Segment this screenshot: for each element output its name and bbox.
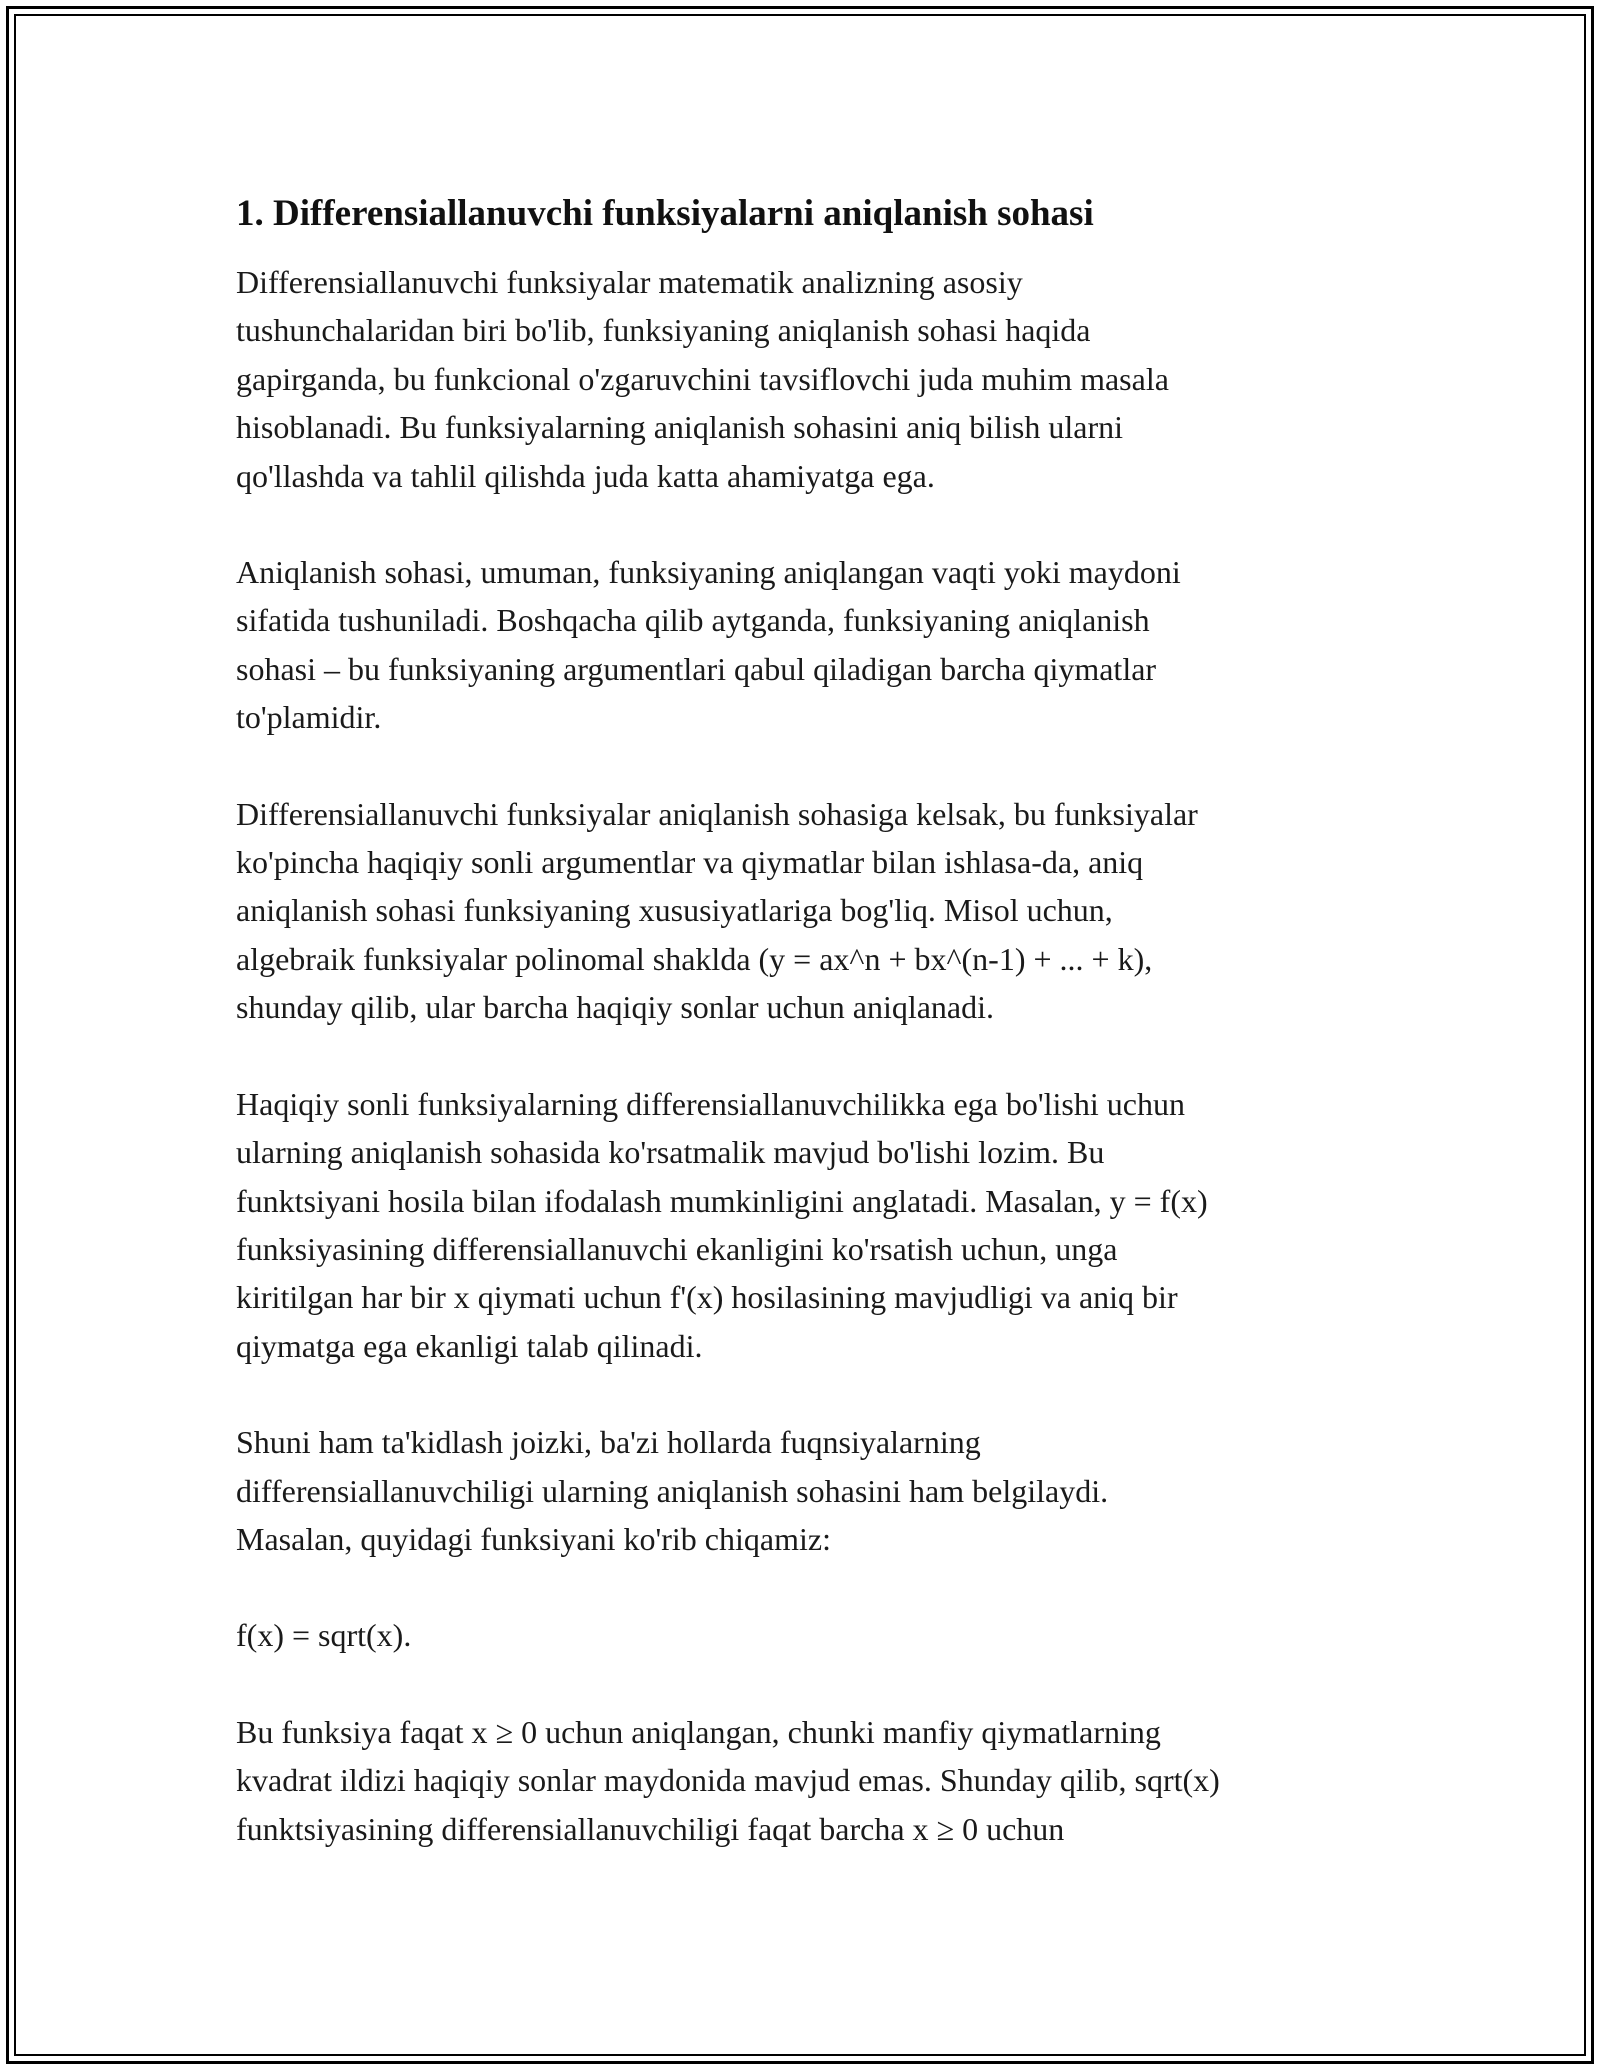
- paragraph-line: aniqlanish sohasi funksiyaning xususiyatlariga bog'liq. Misol uchun,: [236, 892, 1113, 929]
- paragraph-line: gapirganda, bu funkcional o'zgaruvchini tavsiflovchi juda muhim masala: [236, 360, 1169, 397]
- paragraph-line: funktsiyani hosila bilan ifodalash mumkinligini anglatadi. Masalan, y = f(x): [236, 1182, 1208, 1219]
- page-title: 1. Differensiallanuvchi funksiyalarni aniqlanish sohasi: [236, 193, 1094, 234]
- paragraph-line: ko'pincha haqiqiy sonli argumentlar va qiymatlar bilan ishlasa-da, aniq: [236, 844, 1144, 881]
- paragraph: [236, 1080, 1376, 1370]
- paragraph-line: tushunchalaridan biri bo'lib, funksiyaning aniqlanish sohasi haqida: [236, 312, 1091, 349]
- paragraph: [236, 1611, 1376, 1659]
- paragraph-line: Differensiallanuvchi funksiyalar aniqlanish sohasiga kelsak, bu funksiyalar: [236, 795, 1198, 832]
- paragraph-line: Bu funksiya faqat x ≥ 0 uchun aniqlangan, chunki manfiy qiymatlarning: [236, 1713, 1161, 1750]
- paragraph-line: to'plamidir.: [236, 699, 382, 736]
- paragraph-line: sohasi – bu funksiyaning argumentlari qabul qiladigan barcha qiymatlar: [236, 650, 1157, 687]
- paragraph: [236, 790, 1376, 1032]
- paragraph-line: Shuni ham ta'kidlash joizki, ba'zi hollarda fuqnsiyalarning: [236, 1424, 981, 1461]
- paragraph-line: Masalan, quyidagi funksiyani ko'rib chiqamiz:: [236, 1520, 831, 1557]
- paragraph: [236, 1708, 1376, 1853]
- paragraph-line: ularning aniqlanish sohasida ko'rsatmalik mavjud bo'lishi lozim. Bu: [236, 1134, 1105, 1171]
- paragraph: [236, 1418, 1376, 1563]
- paragraph-line: qiymatga ega ekanligi talab qilinadi.: [236, 1327, 703, 1364]
- paragraph-line: Haqiqiy sonli funksiyalarning differensiallanuvchilikka ega bo'lishi uchun: [236, 1085, 1185, 1122]
- paragraph-line: Aniqlanish sohasi, umuman, funksiyaning aniqlangan vaqti yoki maydoni: [236, 554, 1181, 591]
- paragraph-line: hisoblanadi. Bu funksiyalarning aniqlanish sohasini aniq bilish ularni: [236, 409, 1123, 446]
- paragraph-line: differensiallanuvchiligi ularning aniqlanish sohasini ham belgilaydi.: [236, 1472, 1109, 1509]
- paragraph-line: funksiyasining differensiallanuvchi ekanligini ko'rsatish uchun, unga: [236, 1230, 1118, 1267]
- paragraph: [236, 258, 1376, 500]
- document-body: [236, 190, 1376, 1901]
- paragraph-line: kvadrat ildizi haqiqiy sonlar maydonida mavjud emas. Shunday qilib, sqrt(x): [236, 1762, 1220, 1799]
- paragraph-line: funktsiyasining differensiallanuvchiligi faqat barcha x ≥ 0 uchun: [236, 1810, 1065, 1847]
- paragraph-line: kiritilgan har bir x qiymati uchun f'(x) hosilasining mavjudligi va aniq bir: [236, 1279, 1178, 1316]
- paragraph-line: shunday qilib, ular barcha haqiqiy sonlar uchun aniqlanadi.: [236, 989, 995, 1026]
- paragraph: [236, 548, 1376, 742]
- paragraph-line: sifatida tushuniladi. Boshqacha qilib aytganda, funksiyaning aniqlanish: [236, 602, 1150, 639]
- paragraph-list: [236, 258, 1376, 1853]
- paragraph-line: qo'llashda va tahlil qilishda juda katta ahamiyatga ega.: [236, 457, 935, 494]
- paragraph-line: algebraik funksiyalar polinomal shaklda (y = ax^n + bx^(n-1) + ... + k),: [236, 940, 1153, 977]
- paragraph-line: Differensiallanuvchi funksiyalar matematik analizning asosiy: [236, 264, 1023, 300]
- paragraph-line: f(x) = sqrt(x).: [236, 1617, 412, 1654]
